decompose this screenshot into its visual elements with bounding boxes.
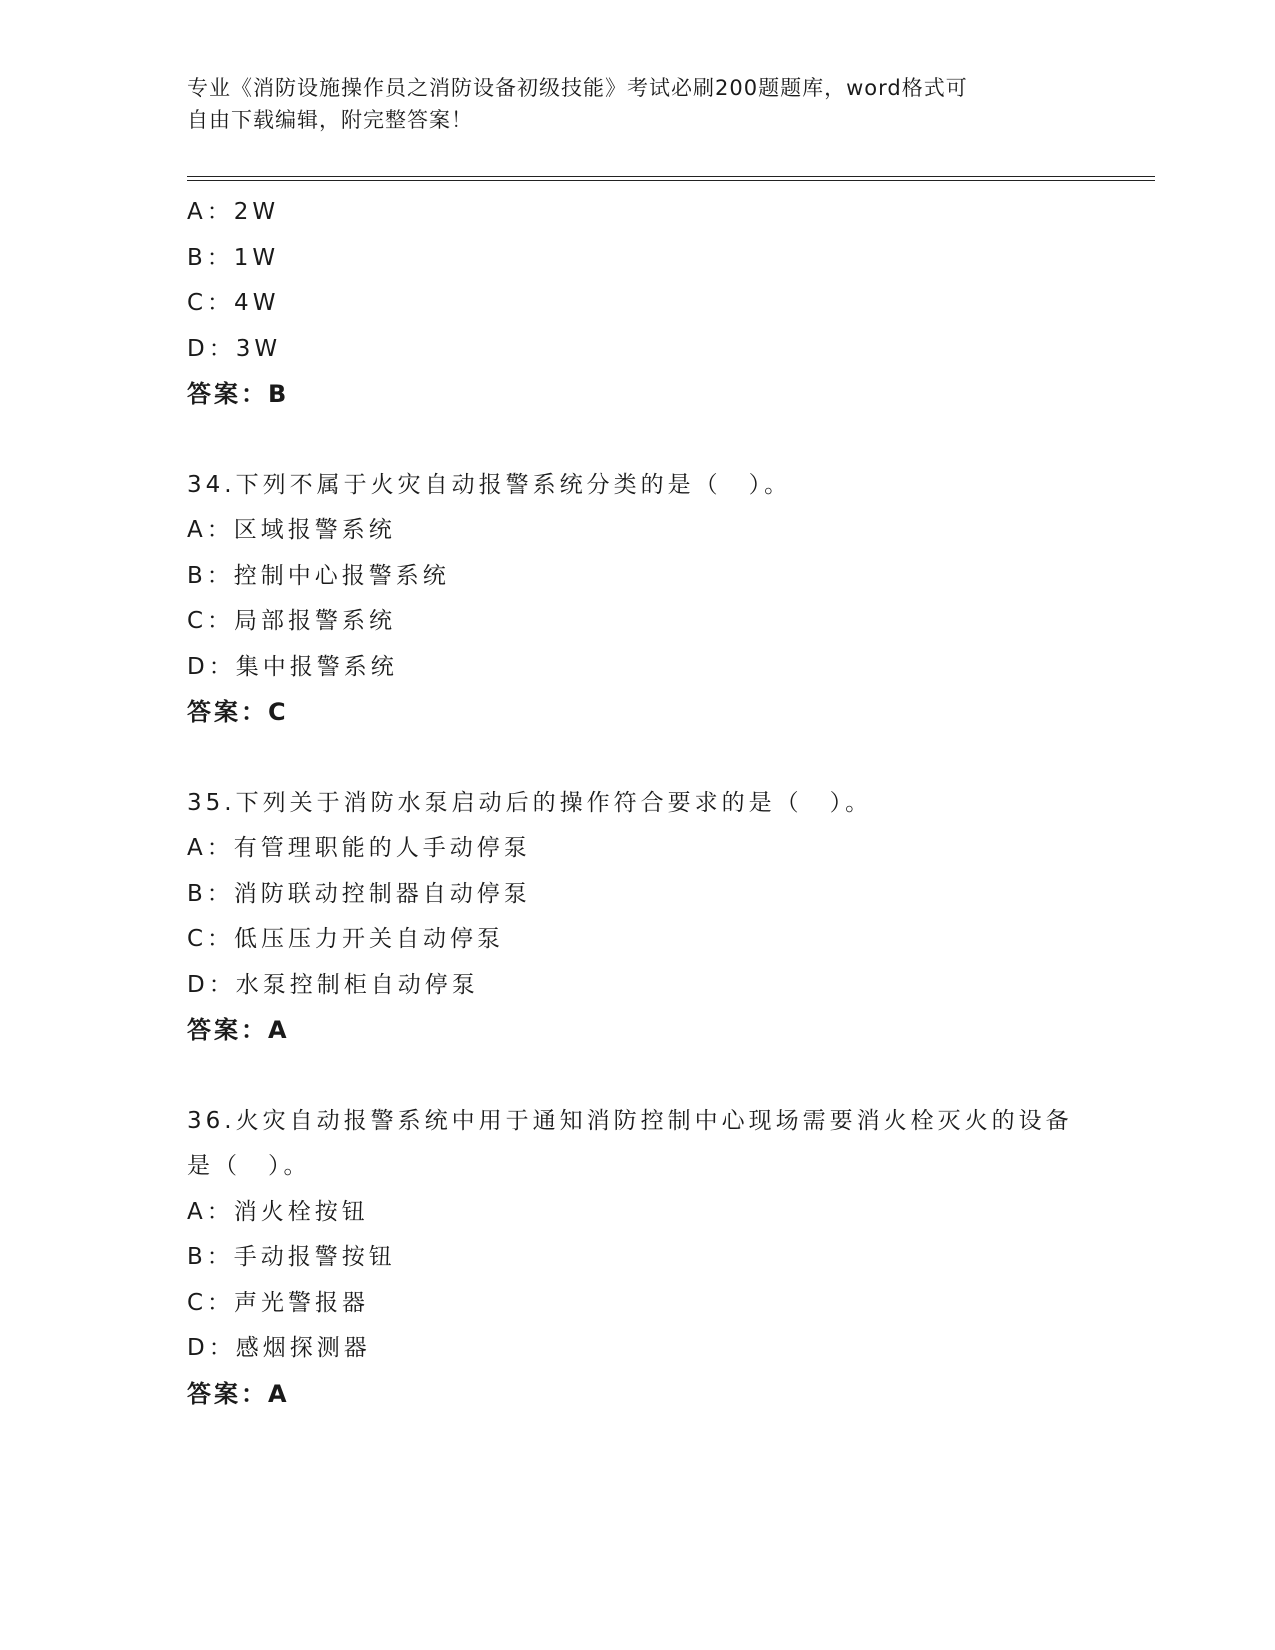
question-block-34 [187, 463, 1107, 736]
header-line-1: 专业《消防设施操作员之消防设备初级技能》考试必刷200题题库，word格式可 [187, 76, 968, 100]
option-a: A：消火栓按钮 [187, 1198, 369, 1225]
option-c: C：低压压力开关自动停泵 [187, 926, 505, 952]
answer-value: B [268, 380, 288, 408]
option-a: A：2W [187, 199, 280, 225]
option-c: C：4W [187, 290, 280, 316]
question-list [187, 190, 1107, 1417]
option-c: C：声光警报器 [187, 1289, 370, 1316]
question-block-continued [187, 190, 1107, 418]
answer-label: 答案： [187, 698, 268, 726]
answer-line [187, 372, 1107, 418]
spacer [187, 418, 1107, 463]
question-stem: 36.火灾自动报警系统中用于通知消防控制中心现场需要消火栓灭火的设备是（ ）。 [187, 1107, 1073, 1179]
option-d: D：感烟探测器 [187, 1335, 371, 1361]
question-block-35 [187, 781, 1107, 1054]
answer-label: 答案： [187, 380, 268, 408]
header-line-2: 自由下载编辑，附完整答案！ [187, 108, 473, 132]
spacer [187, 736, 1107, 781]
answer-label: 答案： [187, 1016, 268, 1044]
answer-value: C [268, 698, 287, 726]
spacer [187, 1054, 1107, 1099]
answer-line [187, 1372, 1107, 1418]
question-stem: 35.下列关于消防水泵启动后的操作符合要求的是（ ）。 [187, 789, 873, 816]
option-d: D：3W [187, 335, 282, 362]
option-a: A：有管理职能的人手动停泵 [187, 835, 531, 861]
header-divider [187, 176, 1155, 181]
option-d: D：水泵控制柜自动停泵 [187, 971, 479, 998]
answer-value: A [268, 1016, 288, 1044]
answer-line [187, 1008, 1107, 1054]
option-b: B：消防联动控制器自动停泵 [187, 880, 531, 907]
answer-value: A [268, 1379, 288, 1408]
option-d: D：集中报警系统 [187, 653, 398, 680]
document-header [187, 72, 1067, 136]
answer-label: 答案： [187, 1379, 268, 1408]
option-b: B：手动报警按钮 [187, 1244, 396, 1270]
option-c: C：局部报警系统 [187, 608, 397, 634]
question-block-36 [187, 1099, 1107, 1418]
option-a: A：区域报警系统 [187, 517, 396, 543]
answer-line [187, 690, 1107, 736]
option-b: B：1W [187, 244, 280, 271]
option-b: B：控制中心报警系统 [187, 562, 450, 589]
question-stem: 34.下列不属于火灾自动报警系统分类的是（ ）。 [187, 471, 792, 498]
